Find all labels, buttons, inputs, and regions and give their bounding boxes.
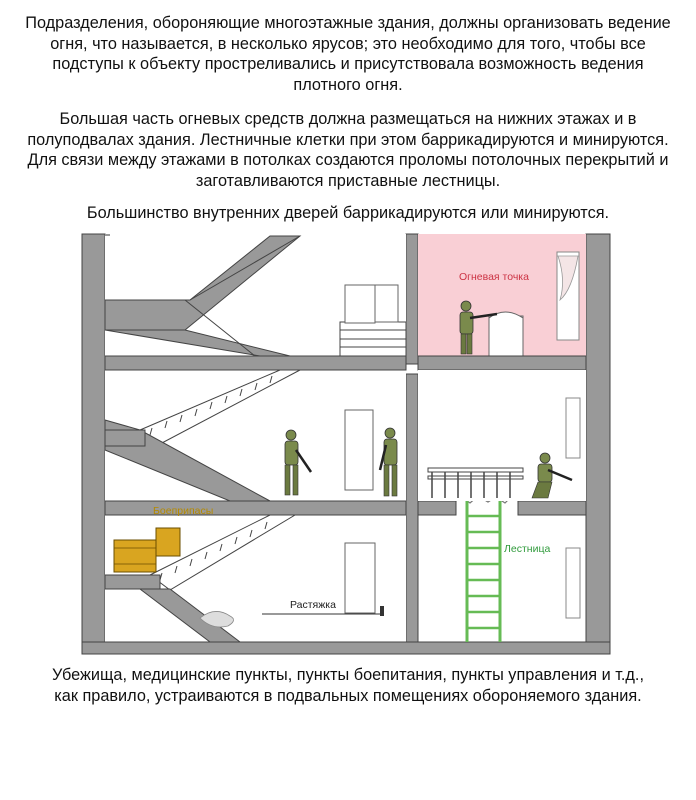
doors-paragraph: Большинство внутренних дверей баррикадируются или минируются. <box>86 204 610 222</box>
left-outer-wall <box>82 234 105 654</box>
ground-door <box>345 543 375 613</box>
right-middle-window <box>566 398 580 458</box>
right-ground-window <box>566 548 580 618</box>
intro-paragraph: Подразделения, обороняющие многоэтажные здания, должны организовать ведение огня, что называется, в несколько ярусов; это необходимо для того, чтобы все подступы к объекту простреливались и присутствовала возможность ведения плотного огня. <box>25 14 671 94</box>
floor-slab-2-right <box>418 356 586 370</box>
upper-door <box>345 285 375 323</box>
middle-door <box>345 410 373 490</box>
right-middle-room <box>418 370 586 501</box>
ground-landing <box>105 575 160 589</box>
basement-paragraph: Убежища, медицинские пункты, пункты боепитания, пункты управления и т.д., как правило, устраиваются в подвальных помещениях обороняемого здания. <box>52 666 644 705</box>
floor-slab-1-right-b <box>518 501 586 515</box>
lower-center-wall <box>406 374 418 654</box>
ground-slab <box>82 642 610 654</box>
right-outer-wall <box>586 234 610 654</box>
floor-slab-1-right-a <box>418 501 456 515</box>
tripwire-label: Растяжка <box>290 599 336 611</box>
floor-slab-2 <box>105 356 406 370</box>
upper-center-wall <box>406 234 418 364</box>
floor-slab-1 <box>105 501 406 515</box>
middle-landing <box>105 430 145 446</box>
ladder <box>467 501 500 642</box>
sandbag-barricade <box>489 316 523 356</box>
ammo-label: Боеприпасы <box>153 505 214 517</box>
ladder-label: Лестница <box>504 543 551 555</box>
firepower-paragraph: Большая часть огневых средств должна размещаться на нижних этажах и в полуподвалах здания. Лестничные клетки при этом баррикадируются и минируются. Для связи между этажами в потолках создаются проломы потолочных перекрытий и заготавливаются приставные лестницы. <box>27 110 669 190</box>
building-cross-section <box>0 226 696 656</box>
tripwire-mine <box>380 606 384 616</box>
ceiling-slab <box>105 234 110 236</box>
firing-point-label: Огневая точка <box>459 271 529 283</box>
